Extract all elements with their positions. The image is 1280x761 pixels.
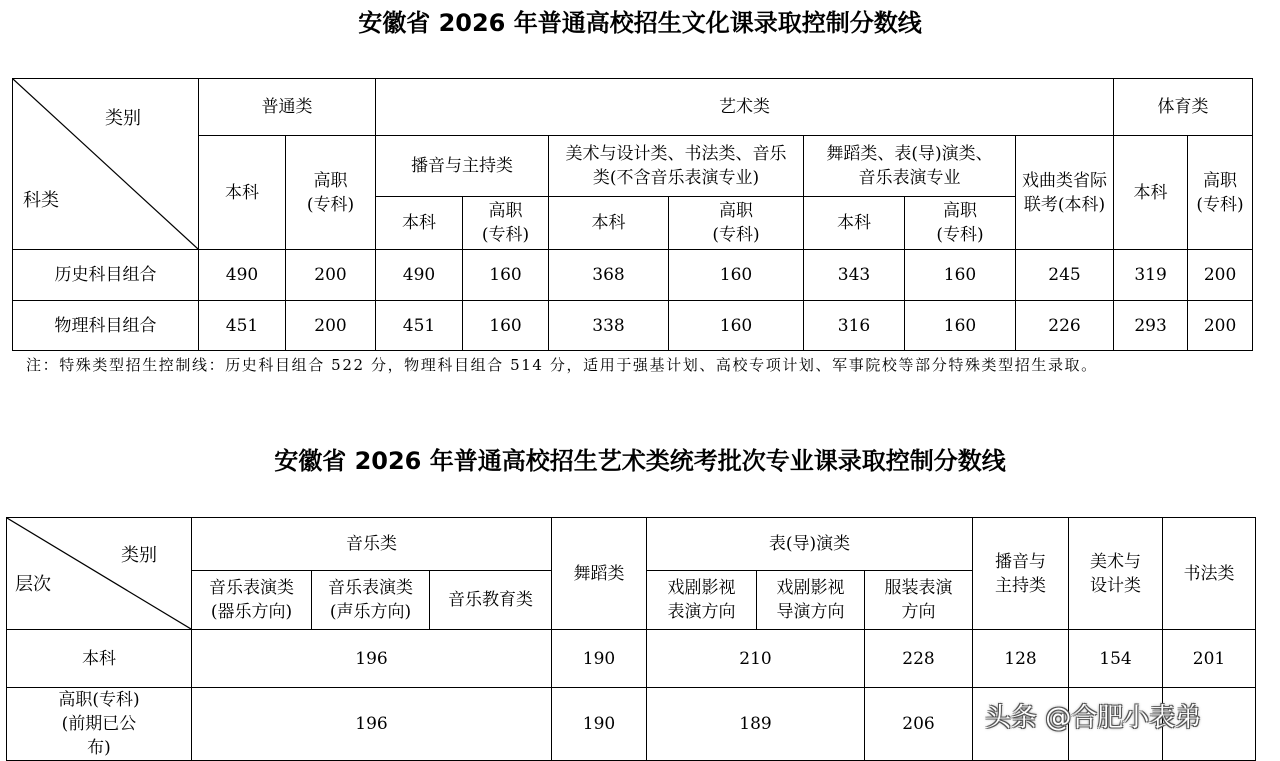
table2-corner-cell [7, 518, 192, 630]
score-cell: 200 [286, 250, 376, 301]
score-cell: 228 [865, 630, 973, 688]
score-cell: 128 [973, 630, 1069, 688]
score-cell: 200 [286, 301, 376, 351]
row-label: 历史科目组合 [13, 250, 199, 301]
header-music-vocal: 音乐表演类(声乐方向) [312, 571, 430, 630]
header-fine-art-gz: 高职(专科) [669, 197, 804, 250]
header-dance-bk: 本科 [804, 197, 905, 250]
table2-title: 安徽省 2026 年普通高校招生艺术类统考批次专业课录取控制分数线 [274, 447, 1006, 475]
header-art-fine-art: 美术与设计类、书法类、音乐类(不含音乐表演专业) [549, 136, 804, 197]
score-cell: 316 [804, 301, 905, 351]
table-row [7, 630, 1256, 688]
row-label: 高职(专科)(前期已公布) [7, 688, 192, 761]
score-cell: 200 [1188, 301, 1253, 351]
corner-label-level: 层次 [15, 574, 51, 595]
watermark: 头条 @合肥小表弟 [985, 703, 1202, 733]
corner-label-subject: 科类 [23, 190, 59, 211]
score-cell: 210 [647, 630, 865, 688]
header-art: 艺术类 [376, 79, 1114, 136]
cultural-score-table [12, 78, 1253, 351]
header-fine-art: 美术与设计类 [1069, 518, 1163, 630]
header-sports-bk: 本科 [1114, 136, 1188, 250]
header-dance: 舞蹈类 [552, 518, 647, 630]
header-dance-gz: 高职(专科) [905, 197, 1016, 250]
header-music: 音乐类 [192, 518, 552, 571]
score-cell: 490 [376, 250, 463, 301]
score-cell: 154 [1069, 630, 1163, 688]
header-art-opera: 戏曲类省际联考(本科) [1016, 136, 1114, 250]
diagonal-divider [13, 79, 198, 249]
header-broadcast-bk: 本科 [376, 197, 463, 250]
header-broadcast: 播音与主持类 [973, 518, 1069, 630]
header-music-instrument: 音乐表演类(器乐方向) [192, 571, 312, 630]
table1-corner-cell [13, 79, 199, 250]
score-cell: 338 [549, 301, 669, 351]
score-cell: 160 [669, 250, 804, 301]
score-cell: 245 [1016, 250, 1114, 301]
header-general-gz: 高职(专科) [286, 136, 376, 250]
score-cell: 226 [1016, 301, 1114, 351]
header-art-broadcast: 播音与主持类 [376, 136, 549, 197]
score-cell: 200 [1188, 250, 1253, 301]
score-cell: 319 [1114, 250, 1188, 301]
table-row [13, 301, 1253, 351]
score-cell: 190 [552, 688, 647, 761]
header-perform-directing: 戏剧影视导演方向 [757, 571, 865, 630]
header-general: 普通类 [199, 79, 376, 136]
table1-title: 安徽省 2026 年普通高校招生文化课录取控制分数线 [358, 9, 922, 37]
score-cell: 189 [647, 688, 865, 761]
header-perform-fashion: 服装表演方向 [865, 571, 973, 630]
row-label: 本科 [7, 630, 192, 688]
header-calligraphy: 书法类 [1163, 518, 1256, 630]
header-broadcast-gz: 高职(专科) [463, 197, 549, 250]
header-sports: 体育类 [1114, 79, 1253, 136]
corner-label-category: 类别 [105, 108, 141, 129]
header-music-education: 音乐教育类 [430, 571, 552, 630]
score-cell: 206 [865, 688, 973, 761]
score-cell: 196 [192, 630, 552, 688]
header-general-bk: 本科 [199, 136, 286, 250]
score-cell: 343 [804, 250, 905, 301]
header-art-dance: 舞蹈类、表(导)演类、音乐表演专业 [804, 136, 1016, 197]
score-cell: 160 [905, 301, 1016, 351]
row-label: 物理科目组合 [13, 301, 199, 351]
corner-label-category: 类别 [121, 545, 157, 566]
table-row [13, 250, 1253, 301]
score-cell: 160 [463, 250, 549, 301]
score-cell: 451 [199, 301, 286, 351]
score-cell: 293 [1114, 301, 1188, 351]
header-perform: 表(导)演类 [647, 518, 973, 571]
score-cell: 201 [1163, 630, 1256, 688]
score-cell: 160 [905, 250, 1016, 301]
header-perform-acting: 戏剧影视表演方向 [647, 571, 757, 630]
score-cell: 190 [552, 630, 647, 688]
footnote: 注：特殊类型招生控制线：历史科目组合 522 分，物理科目组合 514 分，适用于强基计划、高校专项计划、军事院校等部分特殊类型招生录取。 [26, 356, 1098, 374]
score-cell: 451 [376, 301, 463, 351]
score-cell: 368 [549, 250, 669, 301]
header-fine-art-bk: 本科 [549, 197, 669, 250]
score-cell: 160 [463, 301, 549, 351]
score-cell: 160 [669, 301, 804, 351]
score-cell: 196 [192, 688, 552, 761]
header-sports-gz: 高职(专科) [1188, 136, 1253, 250]
score-cell: 490 [199, 250, 286, 301]
